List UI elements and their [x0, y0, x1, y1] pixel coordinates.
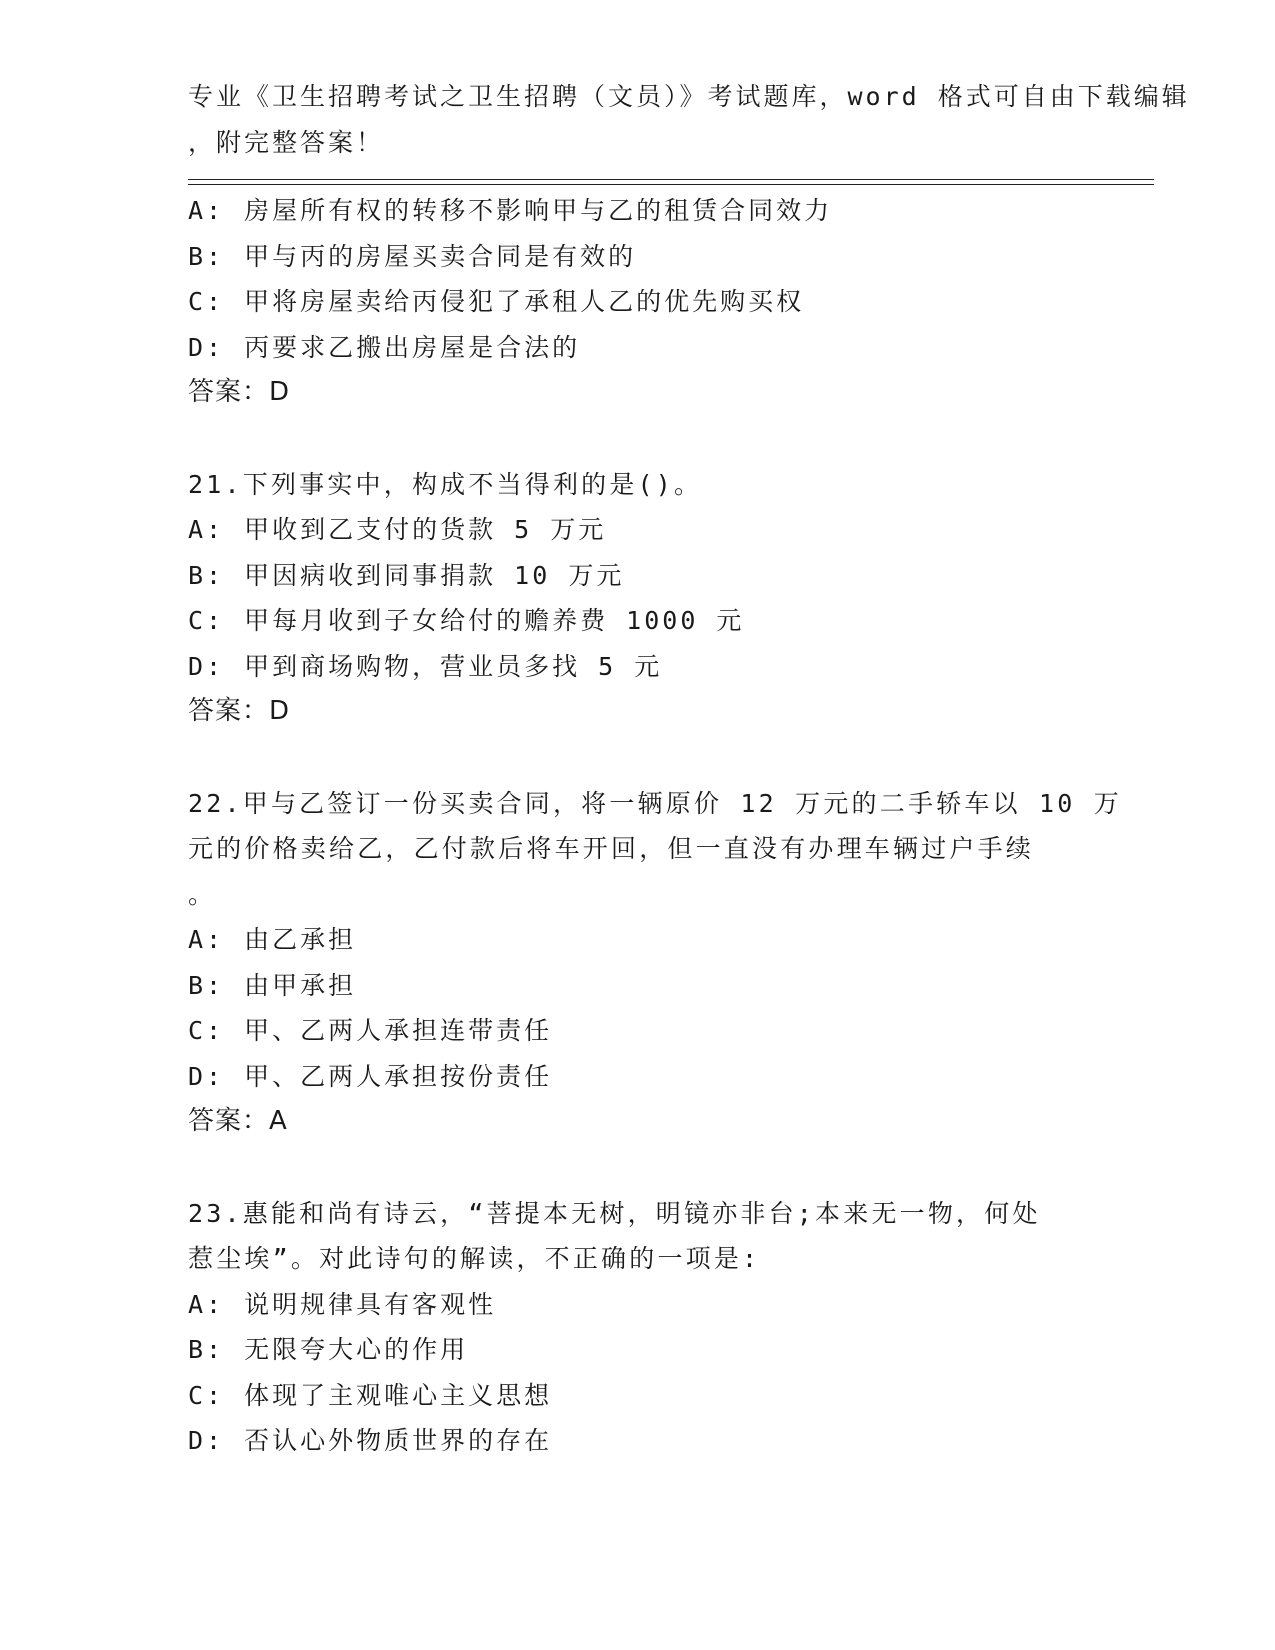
option-letter: B: — [188, 970, 225, 1000]
question-title — [188, 1191, 1088, 1282]
option-text: 否认心外物质世界的存在 — [244, 1426, 553, 1455]
question-item — [188, 1191, 1088, 1464]
answer-line: 答案：D — [188, 696, 291, 726]
option-text: 体现了主观唯心主义思想 — [244, 1380, 553, 1410]
question-title-line: 21.下列事实中，构成不当得利的是()。 — [188, 469, 703, 499]
header-divider — [188, 184, 1154, 185]
option-a — [188, 507, 1088, 553]
option-letter: D: — [188, 332, 225, 362]
header-line: 专业《卫生招聘考试之卫生招聘（文员）》考试题库，word 格式可自由下载编辑 — [188, 82, 1190, 111]
option-list — [188, 507, 1088, 689]
question-title — [188, 781, 1122, 918]
question-title-line: 惹尘埃”。对此诗句的解读，不正确的一项是: — [188, 1244, 761, 1273]
option-text: 由乙承担 — [244, 925, 357, 954]
option-a — [188, 188, 1088, 234]
option-text: 甲、乙两人承担按份责任 — [244, 1061, 553, 1091]
question-title-line: 元的价格卖给乙，乙付款后将车开回，但一直没有办理车辆过户手续 — [188, 834, 1035, 863]
option-letter: B: — [188, 1335, 225, 1364]
option-b — [188, 234, 1088, 280]
question-list — [188, 188, 1122, 1510]
option-list — [188, 917, 1088, 1099]
option-letter: D: — [188, 1426, 225, 1455]
option-letter: A: — [188, 515, 225, 544]
answer-line: 答案：A — [188, 1106, 288, 1136]
header-line: ，附完整答案！ — [188, 127, 385, 157]
answer-line: 答案：D — [188, 377, 291, 407]
option-text: 甲因病收到同事捐款 10 万元 — [244, 560, 625, 590]
option-text: 房屋所有权的转移不影响甲与乙的租赁合同效力 — [244, 196, 833, 225]
question-title-line: 23.惠能和尚有诗云，“菩提本无树，明镜亦非台;本来无一物，何处 — [188, 1198, 1041, 1228]
option-letter: C: — [188, 1016, 225, 1045]
option-d — [188, 644, 1088, 690]
question-title-line: 22.甲与乙签订一份买卖合同，将一辆原价 12 万元的二手轿车以 10 万 — [188, 788, 1122, 818]
option-text: 甲与丙的房屋买卖合同是有效的 — [244, 241, 637, 271]
option-c — [188, 279, 1088, 325]
option-letter: A: — [188, 196, 225, 225]
option-letter: A: — [188, 925, 225, 954]
option-list — [188, 188, 1088, 370]
option-text: 甲将房屋卖给丙侵犯了承租人乙的优先购买权 — [244, 287, 805, 316]
option-b — [188, 553, 1088, 599]
option-b — [188, 1327, 1088, 1373]
option-letter: B: — [188, 560, 225, 590]
option-letter: C: — [188, 1380, 225, 1410]
option-letter: D: — [188, 651, 225, 681]
question-title-line: 。 — [188, 879, 217, 909]
option-text: 由甲承担 — [244, 970, 357, 1000]
option-list — [188, 1282, 1088, 1464]
option-text: 丙要求乙搬出房屋是合法的 — [244, 332, 581, 362]
option-letter: A: — [188, 1289, 225, 1319]
option-a — [188, 917, 1088, 963]
option-text: 甲、乙两人承担连带责任 — [244, 1016, 553, 1045]
question-title — [188, 462, 1088, 508]
option-d — [188, 325, 1088, 371]
question-item — [188, 781, 1122, 1145]
option-c — [188, 1373, 1088, 1419]
option-a — [188, 1282, 1088, 1328]
option-letter: C: — [188, 287, 225, 316]
option-c — [188, 1008, 1088, 1054]
document-header — [188, 74, 1190, 165]
option-letter: D: — [188, 1061, 225, 1091]
question-item — [188, 462, 1088, 735]
option-text: 甲收到乙支付的货款 5 万元 — [244, 515, 607, 544]
header-divider — [188, 179, 1154, 180]
option-letter: B: — [188, 241, 225, 271]
option-text: 说明规律具有客观性 — [244, 1289, 497, 1319]
option-text: 甲每月收到子女给付的赡养费 1000 元 — [244, 606, 745, 635]
option-b — [188, 963, 1088, 1009]
option-text: 无限夸大心的作用 — [244, 1335, 469, 1364]
option-d — [188, 1418, 1088, 1464]
option-d — [188, 1054, 1088, 1100]
option-c — [188, 598, 1088, 644]
option-letter: C: — [188, 606, 225, 635]
option-text: 甲到商场购物，营业员多找 5 元 — [244, 651, 663, 681]
question-item — [188, 188, 1088, 416]
